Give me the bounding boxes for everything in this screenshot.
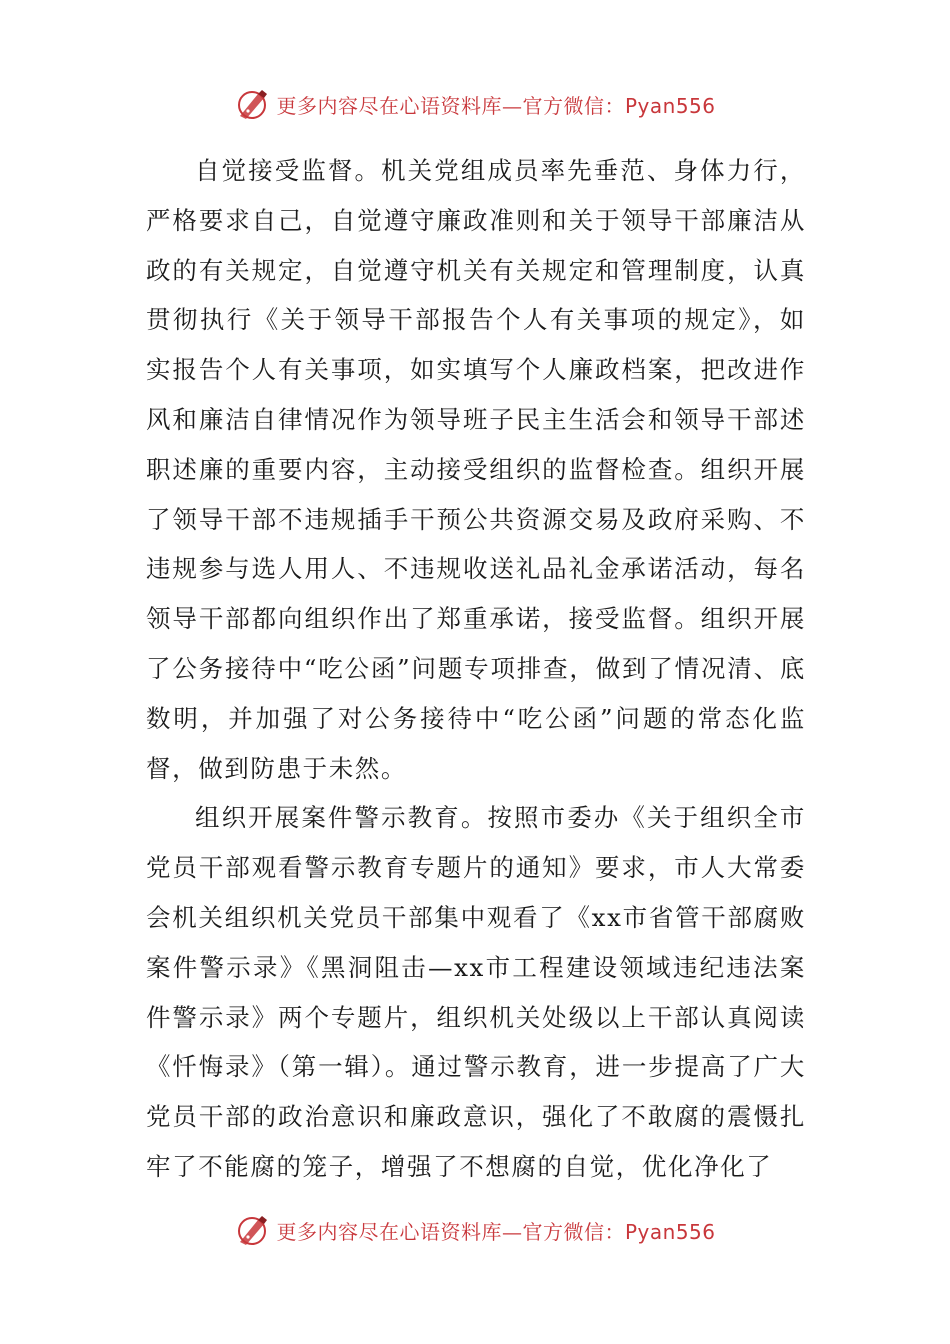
header-watermark-banner	[0, 84, 950, 124]
paragraph-supervision: 自觉接受监督。机关党组成员率先垂范、身体力行，严格要求自己，自觉遵守廉政准则和关于领导干部廉洁从政的有关规定，自觉遵守机关有关规定和管理制度，认真贯彻执行《关于领导干部报告个人有关事项的规定》，如实报告个人有关事项，如实填写个人廉政档案，把改进作风和廉洁自律情况作为领导班子民主生活会和领导干部述职述廉的重要内容，主动接受组织的监督检查。组织开展了领导干部不违规插手干预公共资源交易及政府采购、不违规参与选人用人、不违规收送礼品礼金承诺活动，每名领导干部都向组织作出了郑重承诺，接受监督。组织开展了公务接待中“吃公函”问题专项排查，做到了情况清、底数明，并加强了对公务接待中“吃公函”问题的常态化监督，做到防患于未然。	[146, 156, 806, 783]
paragraph-warning-education: 组织开展案件警示教育。按照市委办《关于组织全市党员干部观看警示教育专题片的通知》要求，市人大常委会机关组织机关党员干部集中观看了《xx市省管干部腐败案件警示录》《黑洞阻击—xx市工程建设领域违纪违法案件警示录》两个专题片，组织机关处级以上干部认真阅读《忏悔录》（第一辑）。通过警示教育，进一步提高了广大党员干部的政治意识和廉政意识，强化了不敢腐的震慑扎牢了不能腐的笼子，增强了不想腐的自觉，优化净化了	[146, 803, 806, 1181]
pen-nib-logo-icon	[234, 1212, 270, 1248]
header-wechat-id: Pyan556	[624, 93, 716, 118]
footer-watermark-banner	[0, 1210, 950, 1250]
pen-nib-logo-icon	[234, 86, 270, 122]
document-body	[146, 146, 806, 1192]
header-watermark-text: 更多内容尽在心语资料库—官方微信：Pyan556	[276, 93, 716, 118]
footer-wechat-id: Pyan556	[624, 1219, 716, 1244]
footer-watermark-text: 更多内容尽在心语资料库—官方微信：Pyan556	[276, 1219, 716, 1244]
